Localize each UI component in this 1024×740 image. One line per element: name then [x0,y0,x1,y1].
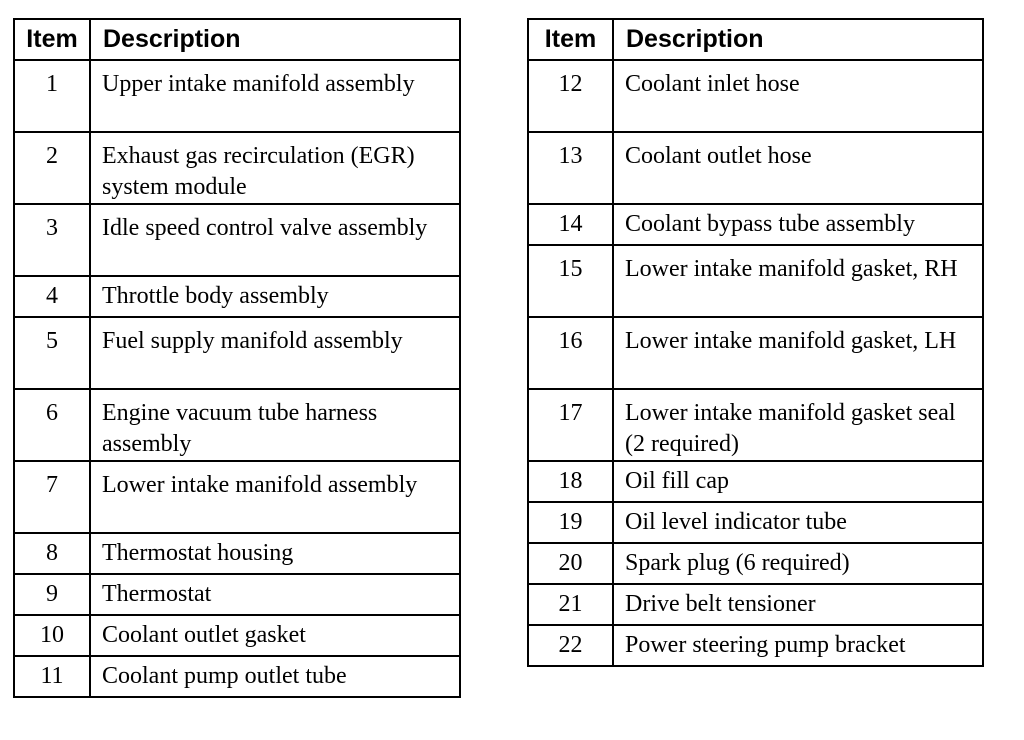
table-row [528,132,983,204]
item-number-cell: 16 [528,317,613,389]
item-number-cell: 20 [528,543,613,584]
column-header-item: Item [14,19,90,60]
item-description-cell: Lower intake manifold gasket seal (2 required) [613,389,983,461]
item-number-cell: 3 [14,204,90,276]
item-number-cell: 4 [14,276,90,317]
table-row [14,60,460,132]
item-number-cell: 1 [14,60,90,132]
table-row [14,132,460,204]
item-description-cell: Exhaust gas recirculation (EGR) system module [90,132,460,204]
item-description-cell: Coolant outlet gasket [90,615,460,656]
column-header-description: Description [90,19,460,60]
item-description-cell: Engine vacuum tube harness assembly [90,389,460,461]
item-number-cell: 11 [14,656,90,697]
item-description-cell: Lower intake manifold gasket, RH [613,245,983,317]
table-header-row [14,19,460,60]
item-number-cell: 12 [528,60,613,132]
table-row [14,389,460,461]
item-description-cell: Lower intake manifold gasket, LH [613,317,983,389]
table-row [14,317,460,389]
item-description-cell: Coolant bypass tube assembly [613,204,983,245]
item-description-cell: Power steering pump bracket [613,625,983,666]
parts-table-right [527,18,984,667]
table-body [14,60,460,697]
item-description-cell: Oil fill cap [613,461,983,502]
table-row [528,543,983,584]
table-row [14,533,460,574]
item-number-cell: 7 [14,461,90,533]
table-row [528,461,983,502]
column-header-description: Description [613,19,983,60]
item-description-cell: Coolant inlet hose [613,60,983,132]
item-description-cell: Idle speed control valve assembly [90,204,460,276]
item-description-cell: Fuel supply manifold assembly [90,317,460,389]
table-row [528,204,983,245]
item-description-cell: Coolant pump outlet tube [90,656,460,697]
table-row [14,461,460,533]
item-number-cell: 18 [528,461,613,502]
item-description-cell: Coolant outlet hose [613,132,983,204]
item-number-cell: 15 [528,245,613,317]
item-description-cell: Oil level indicator tube [613,502,983,543]
item-description-cell: Throttle body assembly [90,276,460,317]
item-number-cell: 21 [528,584,613,625]
table-row [528,60,983,132]
item-number-cell: 5 [14,317,90,389]
item-number-cell: 19 [528,502,613,543]
table-row [528,502,983,543]
item-number-cell: 9 [14,574,90,615]
table-row [14,574,460,615]
item-description-cell: Lower intake manifold assembly [90,461,460,533]
item-number-cell: 8 [14,533,90,574]
table-row [528,625,983,666]
item-description-cell: Thermostat [90,574,460,615]
column-header-item: Item [528,19,613,60]
item-number-cell: 22 [528,625,613,666]
table-row [528,245,983,317]
table-row [528,389,983,461]
table-header-row [528,19,983,60]
table-row [14,615,460,656]
item-description-cell: Spark plug (6 required) [613,543,983,584]
item-description-cell: Upper intake manifold assembly [90,60,460,132]
table-row [14,204,460,276]
item-description-cell: Thermostat housing [90,533,460,574]
parts-table-left [13,18,461,698]
table-body [528,60,983,666]
item-number-cell: 10 [14,615,90,656]
item-description-cell: Drive belt tensioner [613,584,983,625]
table-row [528,317,983,389]
table-row [528,584,983,625]
item-number-cell: 14 [528,204,613,245]
item-number-cell: 2 [14,132,90,204]
item-number-cell: 6 [14,389,90,461]
table-row [14,276,460,317]
item-number-cell: 17 [528,389,613,461]
item-number-cell: 13 [528,132,613,204]
table-row [14,656,460,697]
